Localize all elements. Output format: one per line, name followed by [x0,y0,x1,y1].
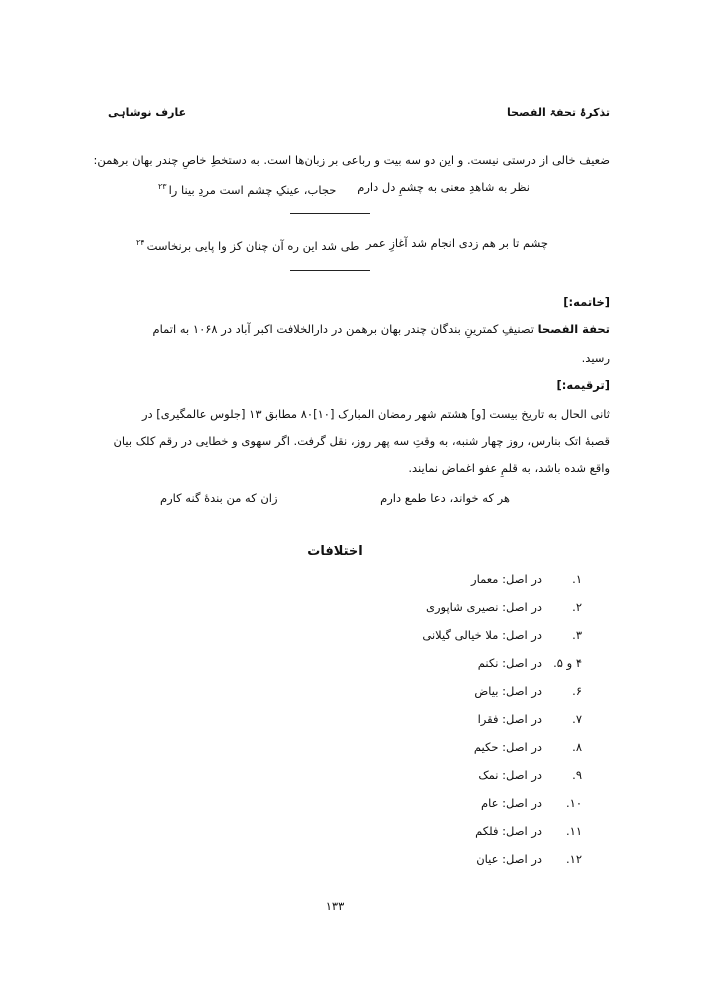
body-line [153,321,610,337]
variant-item [362,628,582,646]
variant-item [362,572,582,590]
variant-text: در اصل: حکیم [473,740,542,754]
verse-hemistich-right: چشم تا بر هم زدی انجام شد آغازِ عمر [365,236,548,250]
variant-text: در اصل: فقرا [477,712,542,726]
variant-item [362,600,582,618]
variant-text: در اصل: نصیری شاپوری [425,600,542,614]
verse-hemistich-left: زان که من بندهٔ گنه کارم [160,491,278,505]
verse-hemistich-left [136,235,359,254]
running-header-title: تذکرۂ تحفۃ الفصحا [507,106,610,119]
variant-number: ۶. [572,684,582,698]
verse-hemistich-left [158,179,336,198]
body-line: رسید. [581,351,610,365]
verse-hemistich-left-text: حجاب، عینکِ چشم است مردِ بینا را [168,182,337,197]
variant-number: ۱۰. [565,796,582,810]
footnote-marker: ۲۳ [158,182,167,191]
variant-number: ۳. [572,628,582,642]
variant-item [362,740,582,758]
variant-number: ۷. [572,712,582,726]
verse-separator [290,270,370,271]
variant-number: ۲. [572,600,582,614]
verse-hemistich-left-text: طی شد این ره آن چنان کز وا پایی برنخاست [146,238,360,253]
footnote-marker: ۲۴ [136,238,145,247]
variant-text: در اصل: فلکم [475,824,542,838]
book-title-inline: تحفة الفصحا [537,322,610,336]
variant-item [362,852,582,870]
body-line-text: تصنیفِ کمترینِ بندگان چندر بهان برهمن در دارالخلافت اکبر آباد در ۱۰۶۸ به اتمام [152,322,534,336]
variant-item [362,824,582,842]
variants-title: اختلافات [307,544,363,559]
variant-number: ۹. [572,768,582,782]
variant-text: در اصل: نکنم [477,656,542,670]
body-line: واقع شده باشد، به قلمِ عفو اغماض نمایند. [408,461,610,475]
verse-hemistich-right: هر که خواند، دعا طمع دارم [380,491,510,505]
variant-item [362,656,582,674]
variant-number: ۱۱. [565,824,582,838]
variant-item [362,712,582,730]
variant-text: در اصل: معمار [471,572,542,586]
section-heading: [خاتمه:] [563,295,610,309]
variant-number: ۱۲. [565,852,582,866]
variant-text: در اصل: ملا خیالی گیلانی [422,628,542,642]
variant-number: ۴ و ۵. [553,656,582,670]
variant-text: در اصل: عیان [476,852,542,866]
verse-separator [290,213,370,214]
body-line: قصبهٔ اتک بنارس، روز چهار شنبه، به وقتِ سه پهر روز، نقل گرفت. اگر سهوی و خطایی در رقم کلک بیان [113,434,610,448]
variant-text: در اصل: عام [480,796,542,810]
body-line: ثانی الحال به تاریخ بیست [و] هشتم شهر رمضان المبارک [۱۰]۸۰ مطابق ۱۳ [جلوس عالمگیری] در [141,407,610,421]
variant-text: در اصل: بیاض [474,684,542,698]
variant-text: در اصل: نمک [478,768,542,782]
body-line: ضعیف خالی از درستی نیست. و این دو سه بیت و رباعی بر زبان‌ها است. به دستخطِ خاصِ چندر بهان برهمن: [93,153,610,167]
verse-hemistich-right: نظر به شاهدِ معنی به چشمِ دل دارم [357,180,530,194]
variant-number: ۱. [572,572,582,586]
section-heading: [ترقیمه:] [556,378,610,392]
running-header-author: عارف نوشاہی [108,106,187,119]
variant-number: ۸. [572,740,582,754]
variant-item [362,768,582,786]
variant-item [362,796,582,814]
page-number: ۱۳۳ [325,899,345,913]
variant-item [362,684,582,702]
